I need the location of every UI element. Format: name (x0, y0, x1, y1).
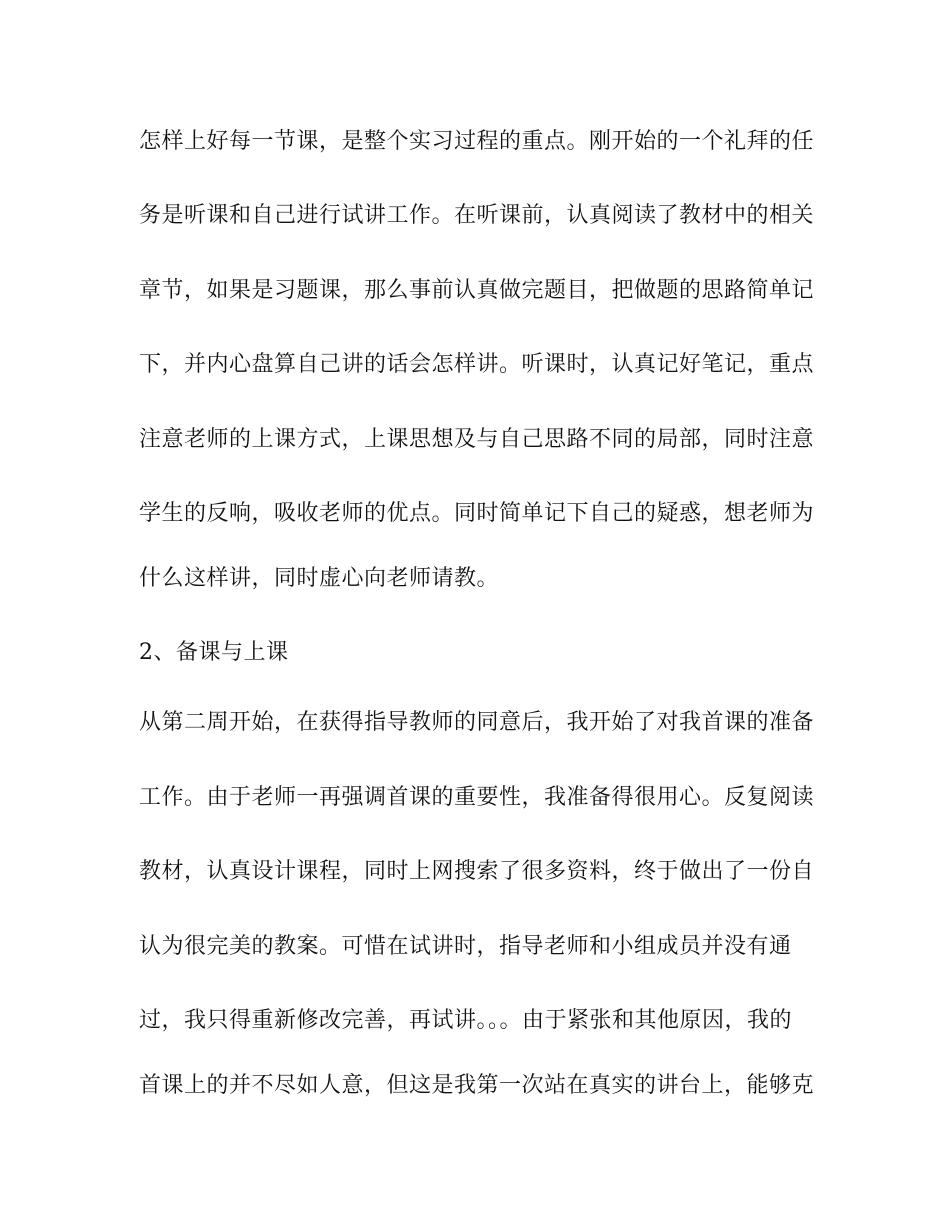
text-line: 认为很完美的教案。可惜在试讲时，指导老师和小组成员并没有通 (139, 934, 792, 959)
text-line: 务是听课和自己进行试讲工作。在听课前，认真阅读了教材中的相关 (139, 203, 815, 228)
text-line: 过，我只得重新修改完善，再试讲。。。由于紧张和其他原因，我的 (139, 1008, 793, 1033)
text-line: 章节，如果是习题课，那么事前认真做完题目，把做题的思路简单记 (139, 278, 815, 303)
text-line: 教材，认真设计课程，同时上网搜索了很多资料，终于做出了一份自 (139, 859, 815, 884)
text-line: 从第二周开始，在获得指导教师的同意后，我开始了对我首课的准备 (139, 710, 815, 735)
text-line: 什么这样讲，同时虚心向老师请教。 (139, 566, 500, 591)
text-line: 下，并内心盘算自己讲的话会怎样讲。听课时，认真记好笔记，重点 (139, 352, 815, 377)
text-line: 学生的反响，吸收老师的优点。同时简单记下自己的疑惑，想老师为 (139, 501, 815, 526)
text-line: 工作。由于老师一再强调首课的重要性，我准备得很用心。反复阅读 (139, 785, 815, 810)
text-line: 注意老师的上课方式，上课思想及与自己思路不同的局部，同时注意 (139, 427, 815, 452)
text-line: 怎样上好每一节课，是整个实习过程的重点。刚开始的一个礼拜的任 (139, 129, 815, 154)
section-heading: 2、备课与上课 (139, 640, 289, 665)
text-line: 首课上的并不尽如人意，但这是我第一次站在真实的讲台上，能够克 (139, 1073, 815, 1098)
